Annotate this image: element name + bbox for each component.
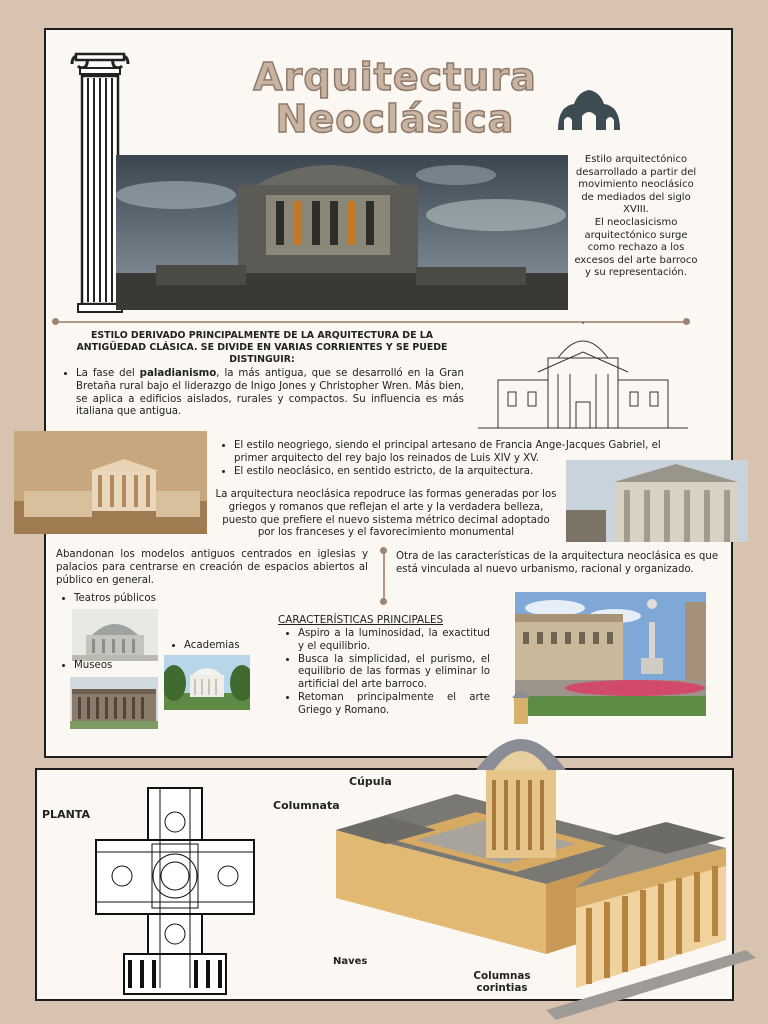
page-title	[190, 56, 600, 140]
neoclassic-item: • El estilo neoclásico, en sentido estricto, de la arquitectura.	[234, 466, 665, 479]
columnata-label: Columnata	[273, 799, 340, 812]
characteristic-item: • Busca la simplicidad, el purismo, el equilibrio de las formas y eliminar lo artificial del arte barroco.	[298, 654, 490, 692]
palladian-item	[76, 368, 464, 419]
museo-image	[70, 677, 158, 729]
planta-label: PLANTA	[42, 808, 90, 821]
characteristic-item: • Aspiro a la luminosidad, la exactitud y el equilibrio.	[298, 628, 490, 654]
palladian-prefix: La fase del	[76, 368, 140, 379]
characteristics-heading: CARACTERÍSTICAS PRINCIPALES	[278, 614, 444, 626]
intro-text: Estilo arquitectónico desarrollado a partir del movimiento neoclásico de mediados del siglo XVIII. El neoclasicismo arquitectónico surge como rechazo a los excesos del arte barroco y su representación.	[574, 154, 698, 279]
st-pauls-cathedral-image	[116, 155, 568, 310]
cupula-label: Cúpula	[349, 775, 392, 788]
palladian-paragraph	[62, 368, 464, 419]
dome-skyline-icon	[554, 86, 624, 130]
museos-list	[60, 660, 160, 673]
teatros-item: • Teatros públicos	[74, 593, 220, 606]
reproduces-paragraph: La arquitectura neoclásica repodruce las formas generadas por los griegos y romanos que reflejan el arte y la verdadera belleza, puesto que prefiere el nuevo sistema métrico decimal adoptado por los franceses y el favorecimiento monumental	[215, 489, 557, 539]
characteristic-item: • Retoman principalmente el arte Griego y Romano.	[298, 692, 490, 718]
floor-plan-image	[92, 786, 258, 996]
vdivider-dot-top	[380, 547, 387, 554]
palladian-rest: , la más antigua, que se desarrolló en la Gran Bretaña rural bajo el liderazgo de Inigo Jones y Christopher Wren. Más bien, se aplica a edificios aislados, rurales y compactos. Su influencia es más italiana que antigua.	[76, 368, 465, 418]
vertical-divider	[383, 551, 385, 601]
pantheon-cutaway-image	[326, 688, 756, 1022]
urbanism-paragraph: Otra de las características de la arquitectura neoclásica es que está vinculada al nuevo urbanismo, racional y organizado.	[396, 551, 719, 575]
divider-dot-left	[52, 318, 59, 325]
academias-list	[170, 640, 270, 653]
academia-image	[164, 655, 250, 710]
academias-item: • Academias	[184, 640, 270, 653]
villa-sketch-image	[478, 322, 688, 430]
neogreek-item: • El estilo neogriego, siendo el principal artesano de Francia Ange-Jacques Gabriel, el primer arquitecto del rey bajo los reinados de Luis XIV y XV.	[234, 440, 665, 466]
museos-item: • Museos	[74, 660, 160, 673]
title-line-1: Arquitectura	[253, 55, 537, 99]
columnas-line-1: Columnas	[473, 970, 531, 982]
palladian-bold: paladianismo	[139, 368, 217, 379]
section-heading: ESTILO DERIVADO PRINCIPALMENTE DE LA ARQUITECTURA DE LA ANTIGÜEDAD CLÁSICA. SE DIVIDE EN VARIAS CORRIENTES Y SE PUEDE DISTINGUIR:	[76, 330, 448, 365]
teatro-image	[72, 609, 158, 661]
naves-label: Naves	[333, 956, 368, 967]
public-spaces-paragraph: Abandonan los modelos antiguos centrados en iglesias y palacios para centrarse en creación de espacios abiertos al público en general.	[56, 549, 368, 586]
colonnade-building-image	[566, 460, 748, 542]
neogreek-building-image	[14, 431, 207, 534]
teatros-list	[60, 593, 220, 606]
title-line-2: Neoclásica	[275, 97, 515, 141]
columnas-line-2: corintias	[476, 982, 528, 994]
vdivider-dot-bottom	[380, 598, 387, 605]
